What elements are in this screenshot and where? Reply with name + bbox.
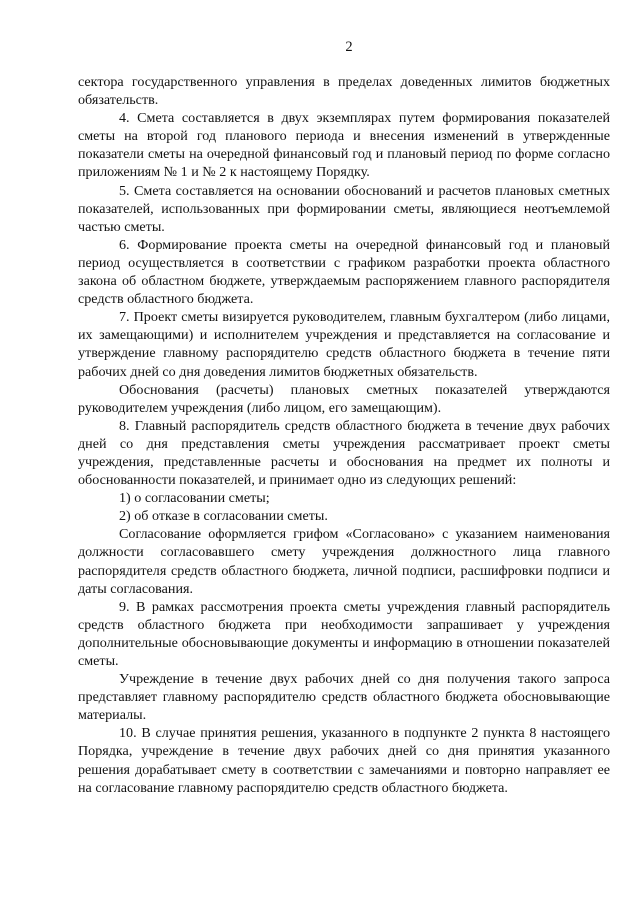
page-number: 2	[345, 39, 353, 55]
paragraph-justifications: Обоснования (расчеты) плановых сметных показателей утверждаются руководителем учреждения (либо лицом, его замещающим).	[78, 381, 610, 416]
paragraph-approval-stamp: Согласование оформляется грифом «Согласовано» с указанием наименования должности согласовавшего смету учреждения должностного лица главного распорядителя средств областного бюджета, личной подписи, расшифровки подписи и даты согласования.	[78, 526, 610, 597]
paragraph-item-10: 10. В случае принятия решения, указанного в подпункте 2 пункта 8 настоящего Порядка, учреждение в течение двух рабочих дней со дня принятия указанного решения дорабатывает смету в соответствии с замечаниями и повторно направляет ее на согласование главному распорядителю средств областного бюджета.	[78, 725, 610, 796]
paragraph-item-5: 5. Смета составляется на основании обоснований и расчетов плановых сметных показателей, использованных при формировании сметы, являющиеся неотъемлемой частью сметы.	[78, 182, 610, 235]
paragraph-item-4: 4. Смета составляется в двух экземплярах путем формирования показателей сметы на второй год планового периода и внесения изменений в утвержденные показатели сметы на очередной финансовый год и плановый период по форме согласно приложениям № 1 и № 2 к настоящему Порядку.	[78, 110, 610, 181]
paragraph-institution-response: Учреждение в течение двух рабочих дней со дня получения такого запроса представляет главному распорядителю средств областного бюджета обосновывающие материалы.	[78, 671, 610, 724]
list-item-refusal: 2) об отказе в согласовании сметы.	[119, 508, 328, 525]
paragraph-item-8: 8. Главный распорядитель средств областного бюджета в течение двух рабочих дней со дня представления сметы учреждения рассматривает проект сметы учреждения, представленные расчеты и обоснования на предмет их полноты и обоснованности показателей, и принимает одно из следующих решений:	[78, 417, 610, 489]
paragraph-continuation: сектора государственного управления в пределах доведенных лимитов бюджетных обязательств.	[78, 74, 610, 109]
paragraph-item-7: 7. Проект сметы визируется руководителем, главным бухгалтером (либо лицами, их замещающими) и исполнителем учреждения и представляется на согласование и утверждение главному распорядителю средств областного бюджета в течение пяти рабочих дней со дня доведения лимитов бюджетных обязательств.	[78, 309, 610, 380]
list-item-approval: 1) о согласовании сметы;	[119, 490, 270, 507]
paragraph-item-9: 9. В рамках рассмотрения проекта сметы учреждения главный распорядитель средств областного бюджета при необходимости запрашивает у учреждения дополнительные обосновывающие документы и информацию в отношении показателей сметы.	[78, 598, 610, 669]
paragraph-item-6: 6. Формирование проекта сметы на очередной финансовый год и плановый период осуществляется в соответствии с графиком разработки проекта областного закона об областном бюджете, утверждаемым распоряжением главного распорядителя средств областного бюджета.	[78, 236, 610, 308]
